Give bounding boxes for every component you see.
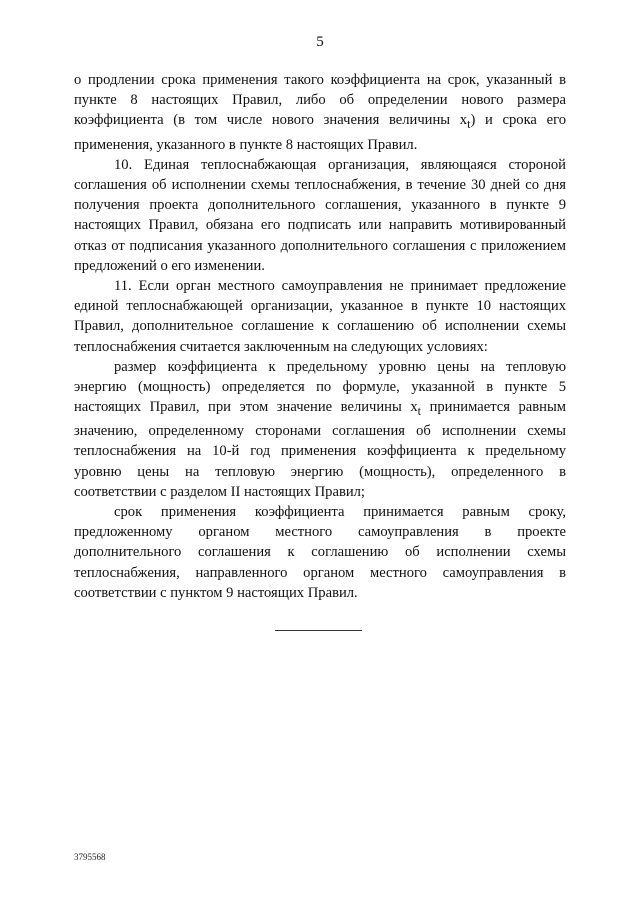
paragraph-10: 10. Единая теплоснабжающая организация, являющаяся стороной соглашения об исполнении схемы теплоснабжения, в течение 30 дней со дня получения проекта дополнительного соглашения, указанного в пункте 9 настоящих Правил, обязана его подписать или направить мотивированный отказ от подписания указанного дополнительного соглашения с приложением предложений о его изменении. — [74, 156, 566, 274]
paragraph-11-condition-1: размер коэффициента к предельному уровню цены на тепловую энергию (мощность) определяется по формуле, указанной в пункте 5 настоящих Правил, при этом значение величины $x_t$ принимается равным значению, определенному сторонами соглашения об исполнении схемы теплоснабжения на 10-й год применения коэффициента к предельному уровню цены на тепловую энергию (мощность), определенного в соответствии с разделом II настоящих Правил; — [74, 358, 566, 500]
document-body — [74, 70, 566, 603]
end-divider — [275, 630, 362, 631]
paragraph-11-condition-2: срок применения коэффициента принимается равным сроку, предложенному органом местного самоуправления в проекте дополнительного соглашения к соглашению об исполнении схемы теплоснабжения, направленного органом местного самоуправления в соответствии с пунктом 9 настоящих Правил. — [74, 504, 566, 601]
document-id: 3795568 — [74, 852, 106, 862]
page-number: 5 — [316, 34, 324, 50]
subscript-t: t — [417, 404, 422, 419]
paragraph-continuation: о продлении срока применения такого коэффициента на срок, указанный в пункте 8 настоящих Правил, либо об определении нового размера коэффициента (в том числе нового значения величины $x_t$) и срока его применения, указанного в пункте 8 настоящих Правил. — [74, 72, 566, 153]
subscript-t: t — [467, 117, 471, 132]
paragraph-11: 11. Если орган местного самоуправления не принимает предложение единой теплоснабжающей организации, указанное в пункте 10 настоящих Правил, дополнительное соглашение к соглашению об исполнении схемы теплоснабжения считается заключенным на следующих условиях: — [74, 277, 566, 355]
